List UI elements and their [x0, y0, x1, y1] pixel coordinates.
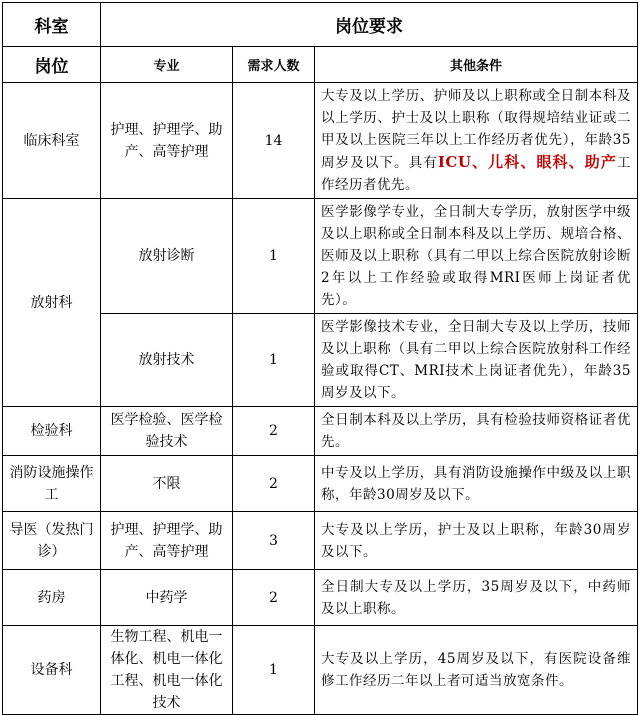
dept-header-bottom: 岗位 [3, 47, 101, 83]
major-header: 专业 [101, 47, 233, 83]
dept-cell: 设备科 [3, 626, 101, 715]
other-header: 其他条件 [315, 47, 638, 83]
condition-text: 大专及以上学历、护师及以上职称或全日制本科及以上学历、护士及以上职称（取得规培结业证或二甲及以上医院三年以上工作经历者优先），年龄35周岁及以下。具有 [321, 88, 631, 171]
condition-highlight: ICU、儿科、眼科、助产 [437, 153, 617, 171]
dept-header-top: 科室 [3, 3, 101, 47]
table-row [3, 512, 638, 570]
table-row [3, 83, 638, 199]
dept-cell: 临床科室 [3, 83, 101, 199]
dept-cell: 导医（发热门诊） [3, 512, 101, 570]
major-cell: 放射诊断 [101, 199, 233, 314]
count-header: 需求人数 [233, 47, 315, 83]
dept-cell: 药房 [3, 570, 101, 626]
condition-cell: 医学影像学专业，全日制大专学历，放射医学中级及以上职称或全日制本科及以上学历、规培合格、医师及以上职称（具有二甲以上综合医院放射诊断2年以上工作经验或取得MRI医师上岗证者优先）。 [315, 199, 638, 314]
condition-text-end: 工作经历者优先。 [321, 155, 631, 193]
condition-cell: 全日制大专及以上学历，35周岁及以下，中药师及以上职称。 [315, 570, 638, 626]
condition-cell [315, 83, 638, 199]
count-cell: 2 [233, 456, 315, 512]
table-row [3, 456, 638, 512]
count-cell: 1 [233, 314, 315, 407]
dept-cell: 检验科 [3, 407, 101, 456]
table-row [3, 199, 638, 314]
major-cell: 不限 [101, 456, 233, 512]
dept-cell: 放射科 [3, 199, 101, 407]
major-cell: 护理、护理学、助产、高等护理 [101, 512, 233, 570]
count-cell: 1 [233, 626, 315, 715]
dept-cell: 消防设施操作工 [3, 456, 101, 512]
condition-cell: 大专及以上学历，护士及以上职称，年龄30周岁及以下。 [315, 512, 638, 570]
major-cell: 放射技术 [101, 314, 233, 407]
count-cell: 2 [233, 407, 315, 456]
count-cell: 3 [233, 512, 315, 570]
major-cell: 护理、护理学、助产、高等护理 [101, 83, 233, 199]
requirements-header: 岗位要求 [101, 3, 638, 47]
major-cell: 中药学 [101, 570, 233, 626]
recruitment-table [2, 2, 638, 715]
count-cell: 2 [233, 570, 315, 626]
major-cell: 医学检验、医学检验技术 [101, 407, 233, 456]
condition-cell: 大专及以上学历，45周岁及以下，有医院设备维修工作经历二年以上者可适当放宽条件。 [315, 626, 638, 715]
table-row [3, 626, 638, 715]
table-row [3, 407, 638, 456]
condition-cell: 全日制本科及以上学历，具有检验技师资格证者优先。 [315, 407, 638, 456]
condition-cell: 中专及以上学历，具有消防设施操作中级及以上职称，年龄30周岁及以下。 [315, 456, 638, 512]
count-cell: 14 [233, 83, 315, 199]
count-cell: 1 [233, 199, 315, 314]
table-row [3, 570, 638, 626]
condition-cell: 医学影像技术专业，全日制大专及以上学历，技师及以上职称（具有二甲以上综合医院放射科工作经验或取得CT、MRI技术上岗证者优先），年龄35周岁及以下。 [315, 314, 638, 407]
major-cell: 生物工程、机电一体化、机电一体化工程、机电一体化技术 [101, 626, 233, 715]
